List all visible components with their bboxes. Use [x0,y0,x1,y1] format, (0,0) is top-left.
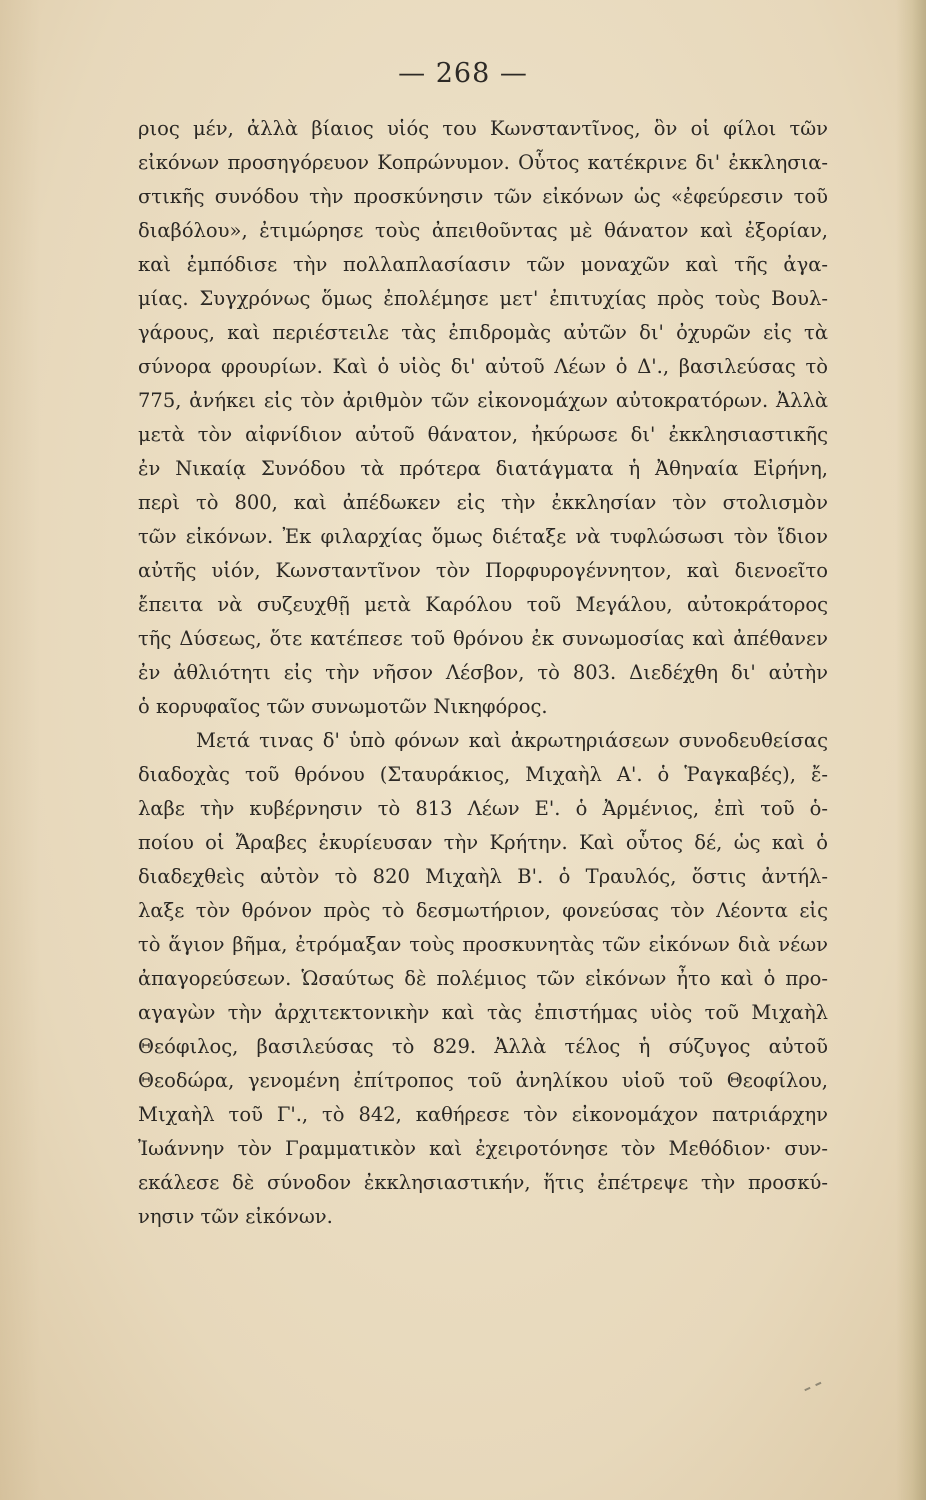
text-line: ἐν Νικαίᾳ Συνόδου τὰ πρότερα διατάγματα ἡ Ἀθηναία Εἰρήνη, [138,457,828,480]
text-line: ἀπαγορεύσεων. Ὡσαύτως δὲ πολέμιος τῶν εἰκόνων ἦτο καὶ ὁ προ- [138,967,828,990]
text-line: αγαγὼν τὴν ἀρχιτεκτονικὴν καὶ τὰς ἐπιστήμας υἱὸς τοῦ Μιχαὴλ [138,1001,828,1024]
text-line: μίας. Συγχρόνως ὅμως ἐπολέμησε μετ' ἐπιτυχίας πρὸς τοὺς Βουλ- [138,287,828,310]
text-line: λαξε τὸν θρόνον πρὸς τὸ δεσμωτήριον, φονεύσας τὸν Λέοντα εἰς [138,899,828,922]
text-line: λαβε τὴν κυβέρνησιν τὸ 813 Λέων Ε'. ὁ Ἀρμένιος, ἐπὶ τοῦ ὁ- [138,797,828,820]
text-line: τῶν εἰκόνων. Ἐκ φιλαρχίας ὅμως διέταξε νὰ τυφλώσωσι τὸν ἴδιον [138,525,828,548]
text-line: Ἰωάννην τὸν Γραμματικὸν καὶ ἐχειροτόνησε τὸν Μεθόδιον· συν- [138,1137,828,1160]
text-line: εἰκόνων προσηγόρευον Κοπρώνυμον. Οὗτος κατέκρινε δι' ἐκκλησια- [138,151,828,174]
text-line: Μετά τινας δ' ὑπὸ φόνων καὶ ἀκρωτηριάσεων συνοδευθείσας [196,729,828,752]
text-line: καὶ ἐμπόδισε τὴν πολλαπλασίασιν τῶν μοναχῶν καὶ τῆς ἀγα- [138,253,828,276]
text-line: νησιν τῶν εἰκόνων. [138,1205,333,1228]
body-text [138,112,828,1234]
text-line: ἔπειτα νὰ συζευχθῇ μετὰ Καρόλου τοῦ Μεγάλου, αὐτοκράτορος [138,593,828,616]
text-line: αὐτῆς υἱόν, Κωνσταντῖνον τὸν Πορφυρογέννητον, καὶ διενοεῖτο [138,559,828,582]
text-line: ποίου οἱ Ἄραβες ἐκυρίευσαν τὴν Κρήτην. Καὶ οὗτος δέ, ὡς καὶ ὁ [138,831,828,854]
text-line: Θεοδώρα, γενομένη ἐπίτροπος τοῦ ἀνηλίκου υἱοῦ τοῦ Θεοφίλου, [138,1069,828,1092]
text-line: μετὰ τὸν αἰφνίδιον αὐτοῦ θάνατον, ἠκύρωσε δι' ἐκκλησιαστικῆς [138,423,828,446]
text-line: διαδεχθεὶς αὐτὸν τὸ 820 Μιχαὴλ Β'. ὁ Τραυλός, ὅστις ἀντήλ- [138,865,828,888]
page-number: — 268 — [398,58,528,89]
text-line: εκάλεσε δὲ σύνοδον ἐκκλησιαστικήν, ἥτις ἐπέτρεψε τὴν προσκύ- [138,1171,828,1194]
text-line: 775, ἀνήκει εἰς τὸν ἀριθμὸν τῶν εἰκονομάχων αὐτοκρατόρων. Ἀλλὰ [138,389,828,412]
ink-speck [804,1382,825,1400]
text-line: Μιχαὴλ τοῦ Γ'., τὸ 842, καθήρεσε τὸν εἰκονομάχον πατριάρχην [138,1103,828,1126]
text-line: Θεόφιλος, βασιλεύσας τὸ 829. Ἀλλὰ τέλος ἡ σύζυγος αὐτοῦ [138,1035,828,1058]
text-line: τὸ ἅγιον βῆμα, ἐτρόμαξαν τοὺς προσκυνητὰς τῶν εἰκόνων διὰ νέων [138,933,828,956]
text-line: γάρους, καὶ περιέστειλε τὰς ἐπιδρομὰς αὐτῶν δι' ὀχυρῶν εἰς τὰ [138,321,828,344]
text-line: τῆς Δύσεως, ὅτε κατέπεσε τοῦ θρόνου ἐκ συνωμοσίας καὶ ἀπέθανεν [138,627,828,650]
text-line: περὶ τὸ 800, καὶ ἀπέδωκεν εἰς τὴν ἐκκλησίαν τὸν στολισμὸν [138,491,828,514]
text-line: σύνορα φρουρίων. Καὶ ὁ υἱὸς δι' αὐτοῦ Λέων ὁ Δ'., βασιλεύσας τὸ [138,355,828,378]
text-line: στικῆς συνόδου τὴν προσκύνησιν τῶν εἰκόνων ὡς «ἐφεύρεσιν τοῦ [138,185,828,208]
text-line: ὁ κορυφαῖος τῶν συνωμοτῶν Νικηφόρος. [138,695,548,718]
text-line: ἐν ἀθλιότητι εἰς τὴν νῆσον Λέσβον, τὸ 803. Διεδέχθη δι' αὐτὴν [138,661,828,684]
text-line: διαδοχὰς τοῦ θρόνου (Σταυράκιος, Μιχαὴλ Α'. ὁ Ῥαγκαβές), ἔ- [138,763,828,786]
text-line: διαβόλου», ἐτιμώρησε τοὺς ἀπειθοῦντας μὲ θάνατον καὶ ἐξορίαν, [138,219,828,242]
text-line: ριος μέν, ἀλλὰ βίαιος υἱός του Κωνσταντῖνος, ὃν οἱ φίλοι τῶν [138,117,828,140]
